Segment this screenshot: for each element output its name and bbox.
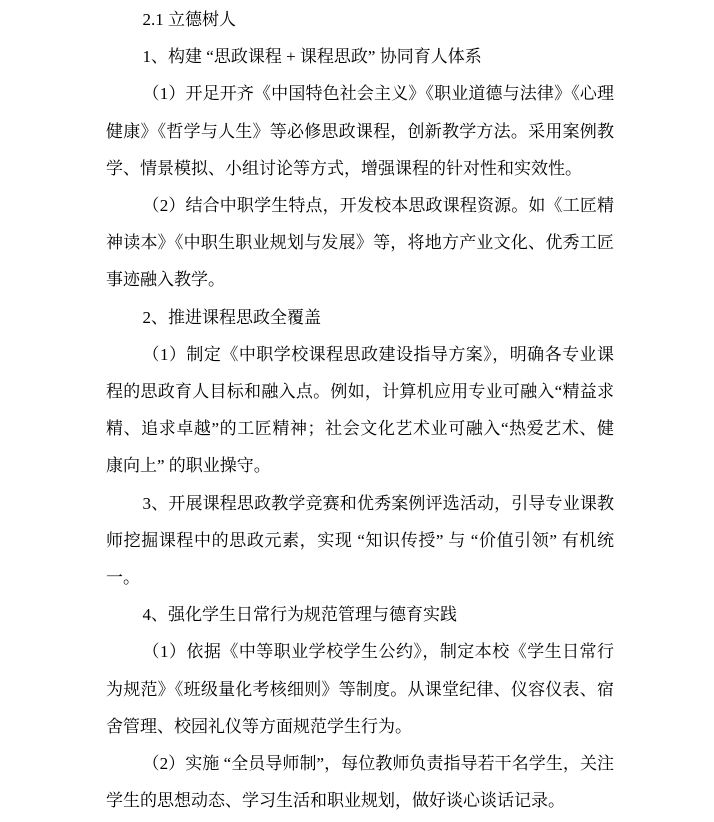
- list-item-2: 2、推进课程思政全覆盖: [142, 307, 322, 327]
- sub-item-2-1: （1）制定《中职学校课程思政建设指导方案》，明确各专业课程的思政育人目标和融入点。例如，计算机应用专业可融入“精益求精、追求卓越”的工匠精神；社会文化艺术业可融入“热爱艺术、健康向上” 的职业操守。: [106, 344, 614, 476]
- sub-item-4-1: （1）依据《中等职业学校学生公约》，制定本校《学生日常行为规范》《班级量化考核细则》等制度。从课堂纪律、仪容仪表、宿舍管理、校园礼仪等方面规范学生行为。: [106, 642, 614, 736]
- sub-item-4-2: （2）实施 “全员导师制”，每位教师负责指导若干名学生，关注学生的思想动态、学习生活和职业规划，做好谈心谈话记录。: [106, 754, 614, 811]
- list-item-4: 4、强化学生日常行为规范管理与德育实践: [142, 605, 458, 625]
- list-item-3: 3、开展课程思政教学竞赛和优秀案例评选活动，引导专业课教师挖掘课程中的思政元素，实现 “知识传授” 与 “价值引领” 有机统一。: [106, 493, 614, 588]
- sub-item-1-1: （1）开足开齐《中国特色社会主义》《职业道德与法律》《心理健康》《哲学与人生》等必修思政课程，创新教学方法。采用案例教学、情景模拟、小组讨论等方式，增强课程的针对性和实效性。: [106, 84, 614, 178]
- section-heading: 2.1 立德树人: [142, 10, 237, 29]
- list-item-1: 1、构建 “思政课程 + 课程思政” 协同育人体系: [142, 47, 482, 67]
- sub-item-1-2: （2）结合中职学生特点，开发校本思政课程资源。如《工匠精神读本》《中职生职业规划与发展》等，将地方产业文化、优秀工匠事迹融入教学。: [106, 196, 614, 290]
- document-body: [106, 1, 614, 819]
